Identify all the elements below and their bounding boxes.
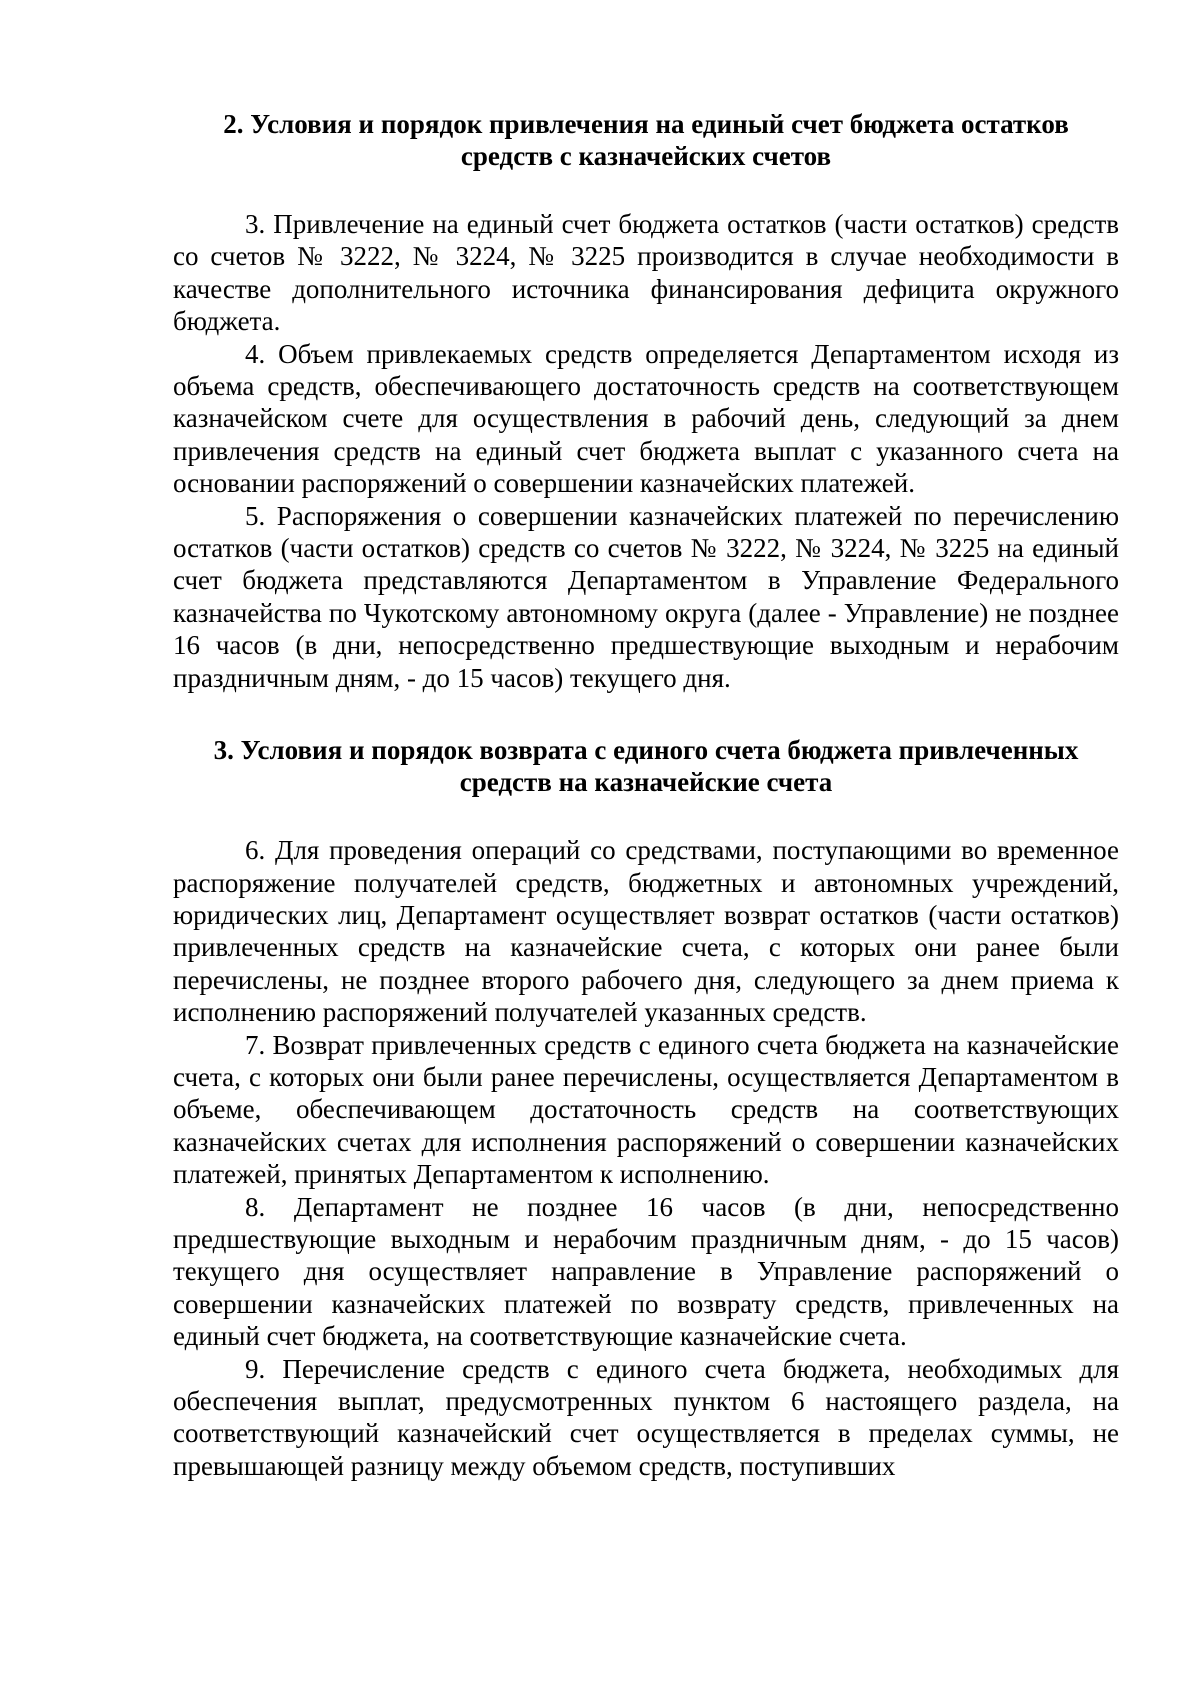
section-3-heading xyxy=(173,734,1119,798)
section-3-body xyxy=(173,834,1119,1482)
document-content xyxy=(173,108,1119,1482)
section-3-heading-line-2: средств на казначейские счета xyxy=(459,767,833,798)
paragraph-8: 8. Департамент не позднее 16 часов (в дни, непосредственно предшествующие выходным и нерабочим праздничным дням, - до 15 часов) текущего дня осуществляет направление в Управление распоряжений о совершении казначейских платежей по возврату средств, привлеченных на единый счет бюджета, на соответствующие казначейские счета. xyxy=(173,1191,1119,1352)
paragraph-3: 3. Привлечение на единый счет бюджета остатков (части остатков) средств со счетов № 3222, № 3224, № 3225 производится в случае необходимости в качестве дополнительного источника финансирования дефицита окружного бюджета. xyxy=(173,209,1119,337)
paragraph-7: 7. Возврат привлеченных средств с единого счета бюджета на казначейские счета, с которых они были ранее перечислены, осуществляется Департаментом в объеме, обеспечивающем достаточность средств на соответствующих казначейских счетах для исполнения распоряжений о совершении казначейских платежей, принятых Департаментом к исполнению. xyxy=(173,1029,1119,1190)
paragraph-4: 4. Объем привлекаемых средств определяется Департаментом исходя из объема средств, обеспечивающего достаточность средств на соответствующем казначейском счете для осуществления в рабочий день, следующий за днем привлечения средств на единый счет бюджета выплат с указанного счета на основании распоряжений о совершении казначейских платежей. xyxy=(173,338,1119,499)
section-2-heading-line-1: 2. Условия и порядок привлечения на единый счет бюджета остатков xyxy=(223,109,1069,139)
section-3-heading-line-1: 3. Условия и порядок возврата с единого счета бюджета привлеченных xyxy=(213,735,1079,766)
section-2-heading-line-2: средств с казначейских счетов xyxy=(460,141,832,171)
section-2-heading xyxy=(173,108,1119,172)
paragraph-9: 9. Перечисление средств с единого счета бюджета, необходимых для обеспечения выплат, предусмотренных пунктом 6 настоящего раздела, на соответствующий казначейский счет осуществляется в пределах суммы, не превышающей разницу между объемом средств, поступивших xyxy=(173,1353,1119,1481)
section-3 xyxy=(173,734,1119,1482)
paragraph-5: 5. Распоряжения о совершении казначейских платежей по перечислению остатков (части остатков) средств со счетов № 3222, № 3224, № 3225 на единый счет бюджета представляются Департаментом в Управление Федерального казначейства по Чукотскому автономному округа (далее - Управление) не позднее 16 часов (в дни, непосредственно предшествующие выходным и нерабочим праздничным дням, - до 15 часов) текущего дня. xyxy=(173,500,1119,693)
section-2 xyxy=(173,108,1119,694)
section-2-body xyxy=(173,208,1119,694)
paragraph-6: 6. Для проведения операций со средствами, поступающими во временное распоряжение получателей средств, бюджетных и автономных учреждений, юридических лиц, Департамент осуществляет возврат остатков (части остатков) привлеченных средств на казначейские счета, с которых они ранее были перечислены, не позднее второго рабочего дня, следующего за днем приема к исполнению распоряжений получателей указанных средств. xyxy=(173,835,1119,1028)
